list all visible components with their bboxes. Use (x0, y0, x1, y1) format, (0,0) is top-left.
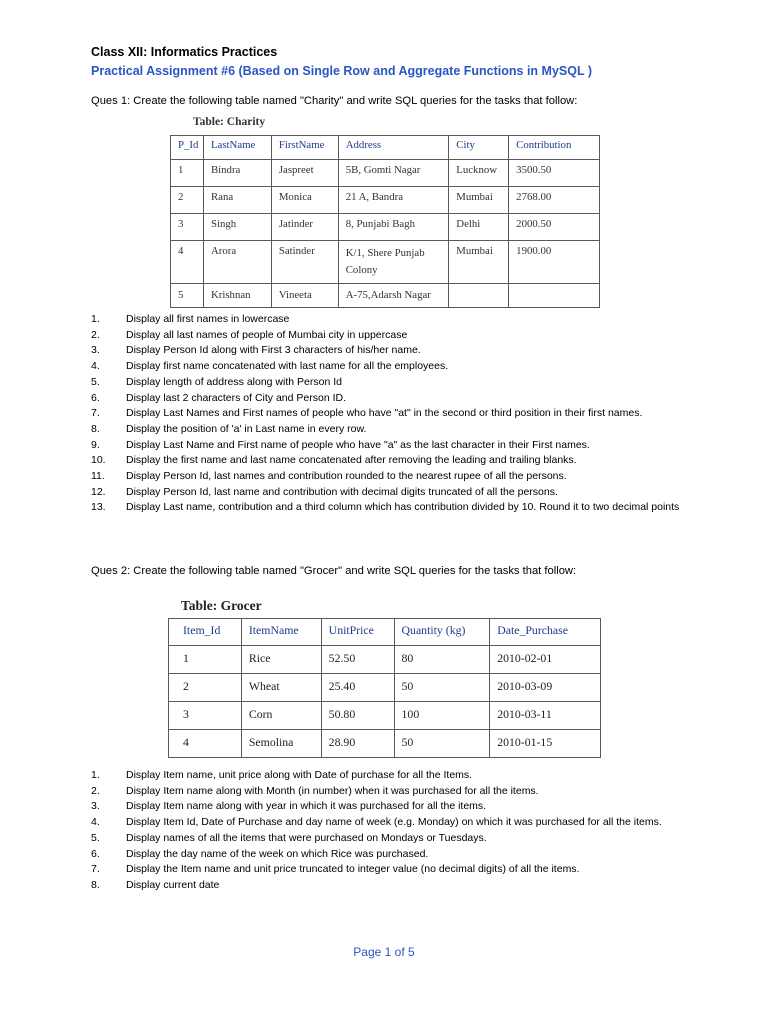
column-header: ItemName (241, 619, 321, 646)
list-item (91, 485, 711, 501)
table-cell: Mumbai (449, 187, 509, 214)
table-cell: 5 (171, 284, 204, 308)
table-cell: Satinder (271, 241, 338, 284)
column-header: P_Id (171, 136, 204, 160)
list-item (91, 422, 711, 438)
list-item-number: 5. (91, 831, 100, 844)
list-item-number: 1. (91, 769, 100, 781)
list-item (91, 831, 711, 847)
list-item (91, 799, 711, 815)
table-cell: 2000.50 (509, 214, 600, 241)
table-cell: 2010-03-09 (490, 674, 601, 702)
list-item-number: 6. (91, 391, 100, 404)
table-cell: 2010-02-01 (490, 646, 601, 674)
table-cell: Rana (203, 187, 271, 214)
table-cell: Krishnan (203, 284, 271, 308)
question-2-task-list (91, 768, 711, 894)
table-cell: Lucknow (449, 160, 509, 187)
table-cell (449, 284, 509, 308)
table-cell: 2 (171, 187, 204, 214)
table-cell: Vineeta (271, 284, 338, 308)
column-header: UnitPrice (321, 619, 394, 646)
table-cell: Wheat (241, 674, 321, 702)
list-item-text: Display current date (126, 878, 220, 891)
list-item-text: Display first name concatenated with last name for all the employees. (126, 360, 449, 373)
table-cell: 4 (171, 241, 204, 284)
grocer-table (168, 618, 601, 758)
list-item-text: Display Item name along with Month (in number) when it was purchased for all the items. (126, 784, 539, 797)
list-item (91, 391, 711, 407)
list-item-text: Display the day name of the week on which Rice was purchased. (126, 847, 429, 860)
table-cell: 2010-03-11 (490, 702, 601, 730)
list-item-text: Display length of address along with Person Id (126, 375, 342, 388)
list-item-text: Display all first names in lowercase (126, 313, 290, 325)
grocer-table-title: Table: Grocer (181, 598, 262, 613)
table-cell: 3 (171, 214, 204, 241)
table-cell: Mumbai (449, 241, 509, 284)
table-row (169, 646, 601, 674)
list-item-text: Display the first name and last name concatenated after removing the leading and trailing blanks. (126, 454, 577, 467)
table-cell: 50 (394, 730, 490, 758)
table-cell: 2768.00 (509, 187, 600, 214)
table-cell: Singh (203, 214, 271, 241)
column-header: Address (338, 136, 449, 160)
question-2-intro: Ques 2: Create the following table named "Grocer" and write SQL queries for the tasks that follow: (91, 565, 577, 577)
list-item-number: 3. (91, 344, 100, 357)
table-cell: Delhi (449, 214, 509, 241)
list-item (91, 768, 711, 784)
table-cell: 50 (394, 674, 490, 702)
table-row (171, 214, 600, 241)
list-item-number: 4. (91, 360, 100, 373)
list-item-text: Display Last Name and First name of people who have "a" as the last character in their First names. (126, 438, 590, 451)
assignment-title: Practical Assignment #6 (Based on Single Row and Aggregate Functions in MySQL ) (91, 64, 593, 78)
column-header: LastName (203, 136, 271, 160)
list-item-number: 2. (91, 784, 100, 797)
list-item-text: Display last 2 characters of City and Person ID. (126, 391, 347, 404)
table-cell: K/1, Shere Punjab Colony (338, 241, 449, 284)
table-cell: 2010-01-15 (490, 730, 601, 758)
list-item (91, 359, 711, 375)
list-item (91, 862, 711, 878)
table-cell (509, 284, 600, 308)
table-cell: A-75,Adarsh Nagar (338, 284, 449, 308)
list-item-text: Display the Item name and unit price truncated to integer value (no decimal digits) of all the items. (126, 863, 580, 876)
list-item-number: 7. (91, 407, 100, 420)
list-item-number: 8. (91, 422, 100, 435)
list-item-number: 1. (91, 313, 100, 325)
table-cell: 3 (169, 702, 242, 730)
table-row (171, 160, 600, 187)
table-cell: Semolina (241, 730, 321, 758)
table-cell: 2 (169, 674, 242, 702)
list-item-text: Display the position of 'a' in Last name in every row. (126, 422, 367, 435)
list-item-number: 6. (91, 847, 100, 860)
table-cell: 21 A, Bandra (338, 187, 449, 214)
list-item-number: 9. (91, 438, 100, 451)
list-item-text: Display Person Id along with First 3 characters of his/her name. (126, 344, 421, 357)
list-item (91, 312, 711, 328)
table-row (169, 730, 601, 758)
table-cell: 1 (169, 646, 242, 674)
list-item (91, 453, 711, 469)
list-item-number: 7. (91, 863, 100, 876)
table-row (171, 187, 600, 214)
list-item-text: Display names of all the items that were purchased on Mondays or Tuesdays. (126, 831, 487, 844)
list-item-number: 11. (91, 470, 105, 483)
table-cell: Jatinder (271, 214, 338, 241)
list-item-text: Display all last names of people of Mumbai city in uppercase (126, 328, 408, 341)
list-item (91, 343, 711, 359)
list-item-number: 2. (91, 328, 100, 341)
table-cell: 80 (394, 646, 490, 674)
list-item-text: Display Item Id, Date of Purchase and day name of week (e.g. Monday) on which it was purchased for all the items. (126, 816, 662, 829)
table-row (171, 284, 600, 308)
table-cell: 50.80 (321, 702, 394, 730)
column-header: City (449, 136, 509, 160)
table-cell: 1 (171, 160, 204, 187)
list-item-number: 3. (91, 800, 100, 813)
table-cell: 1900.00 (509, 241, 600, 284)
column-header: Item_Id (169, 619, 242, 646)
table-row (171, 241, 600, 284)
table-cell: Corn (241, 702, 321, 730)
list-item (91, 878, 711, 894)
table-cell: Monica (271, 187, 338, 214)
table-cell: 5B, Gomti Nagar (338, 160, 449, 187)
charity-table (170, 135, 600, 308)
table-row (169, 674, 601, 702)
table-cell: Rice (241, 646, 321, 674)
list-item-text: Display Person Id, last names and contribution rounded to the nearest rupee of all the persons. (126, 470, 567, 483)
list-item-number: 12. (91, 485, 106, 498)
charity-table-title: Table: Charity (193, 116, 266, 128)
table-row (169, 702, 601, 730)
list-item-number: 4. (91, 816, 100, 829)
table-header-row (171, 136, 600, 160)
table-cell: 25.40 (321, 674, 394, 702)
list-item-number: 5. (91, 375, 100, 388)
question-1-intro: Ques 1: Create the following table named "Charity" and write SQL queries for the tasks that follow: (91, 95, 578, 107)
column-header: Quantity (kg) (394, 619, 490, 646)
class-title: Class XII: Informatics Practices (91, 45, 278, 59)
question-1-task-list (91, 312, 711, 516)
table-cell: 28.90 (321, 730, 394, 758)
list-item (91, 847, 711, 863)
list-item-text: Display Last Names and First names of people who have "at" in the second or third position in their first names. (126, 407, 643, 420)
list-item-text: Display Item name along with year in which it was purchased for all the items. (126, 800, 487, 813)
column-header: Date_Purchase (490, 619, 601, 646)
table-cell: 52.50 (321, 646, 394, 674)
list-item (91, 469, 711, 485)
list-item (91, 328, 711, 344)
list-item (91, 375, 711, 391)
table-cell: Arora (203, 241, 271, 284)
list-item (91, 815, 711, 831)
table-cell: Bindra (203, 160, 271, 187)
list-item-number: 13. (91, 501, 106, 514)
page-number: Page 1 of 5 (353, 945, 415, 959)
list-item (91, 438, 711, 454)
list-item-text: Display Last name, contribution and a third column which has contribution divided by 10. Round it to two decimal points (126, 501, 680, 514)
list-item-text: Display Item name, unit price along with Date of purchase for all the Items. (126, 769, 473, 781)
table-cell: 8, Punjabi Bagh (338, 214, 449, 241)
table-header-row (169, 619, 601, 646)
table-cell: 4 (169, 730, 242, 758)
table-cell: 100 (394, 702, 490, 730)
column-header: FirstName (271, 136, 338, 160)
list-item (91, 406, 711, 422)
list-item (91, 784, 711, 800)
list-item-number: 8. (91, 878, 100, 891)
list-item-number: 10. (91, 454, 106, 467)
table-cell: Jaspreet (271, 160, 338, 187)
column-header: Contribution (509, 136, 600, 160)
list-item (91, 500, 711, 516)
list-item-text: Display Person Id, last name and contribution with decimal digits truncated of all the persons. (126, 485, 558, 498)
table-cell: 3500.50 (509, 160, 600, 187)
